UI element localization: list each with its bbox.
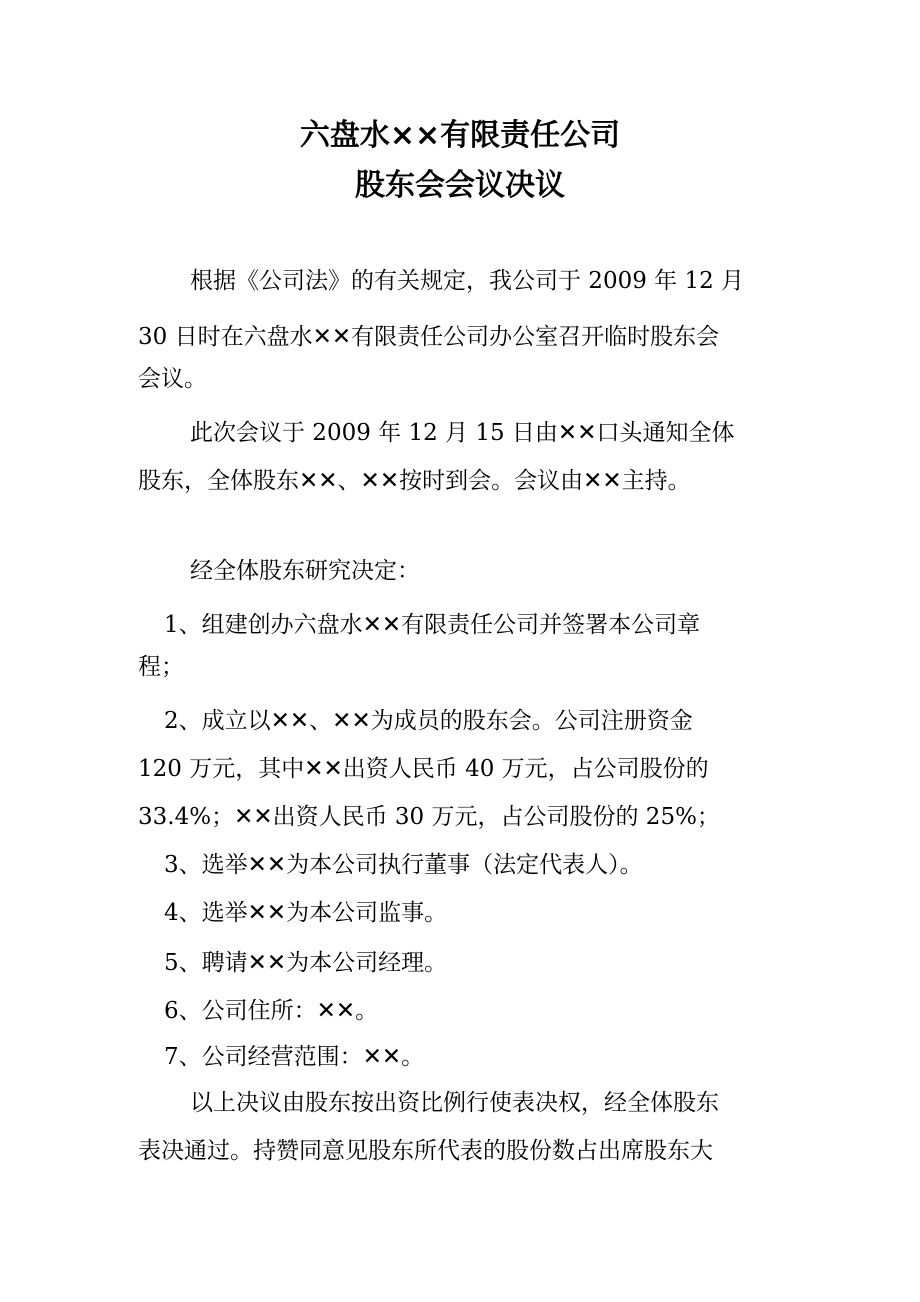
list-item: 1、组建创办六盘水✕✕有限责任公司并签署本公司章 [164,612,701,638]
list-item: 4、选举✕✕为本公司监事。 [164,900,448,926]
list-item-continuation: 程； [138,654,184,680]
list-item: 2、成立以✕✕、✕✕为成员的股东会。公司注册资金 [164,708,693,734]
paragraph-line: 根据《公司法》的有关规定，我公司于 2009 年 12 月 [190,268,745,294]
list-item: 6、公司住所：✕✕。 [164,998,379,1024]
paragraph-line: 会议。 [138,366,207,392]
list-item: 5、聘请✕✕为本公司经理。 [164,950,448,976]
list-item-continuation: 33.4%；✕✕出资人民币 30 万元，占公司股份的 25%； [138,804,720,830]
paragraph-line: 股东，全体股东✕✕、✕✕按时到会。会议由✕✕主持。 [138,468,691,494]
paragraph-line: 此次会议于 2009 年 12 月 15 日由✕✕口头通知全体 [190,420,735,446]
resolution-title: 股东会会议决议 [355,168,565,203]
paragraph-line: 表决通过。持赞同意见股东所代表的股份数占出席股东大 [138,1138,713,1164]
company-title: 六盘水××有限责任公司 [299,118,621,153]
list-item-continuation: 120 万元，其中✕✕出资人民币 40 万元，占公司股份的 [138,756,709,782]
list-item: 3、选举✕✕为本公司执行董事（法定代表人）。 [164,852,643,878]
list-item: 7、公司经营范围：✕✕。 [164,1044,425,1070]
paragraph-line: 经全体股东研究决定： [190,558,420,584]
paragraph-line: 以上决议由股东按出资比例行使表决权，经全体股东 [190,1090,719,1116]
paragraph-line: 30 日时在六盘水✕✕有限责任公司办公室召开临时股东会 [138,324,720,350]
